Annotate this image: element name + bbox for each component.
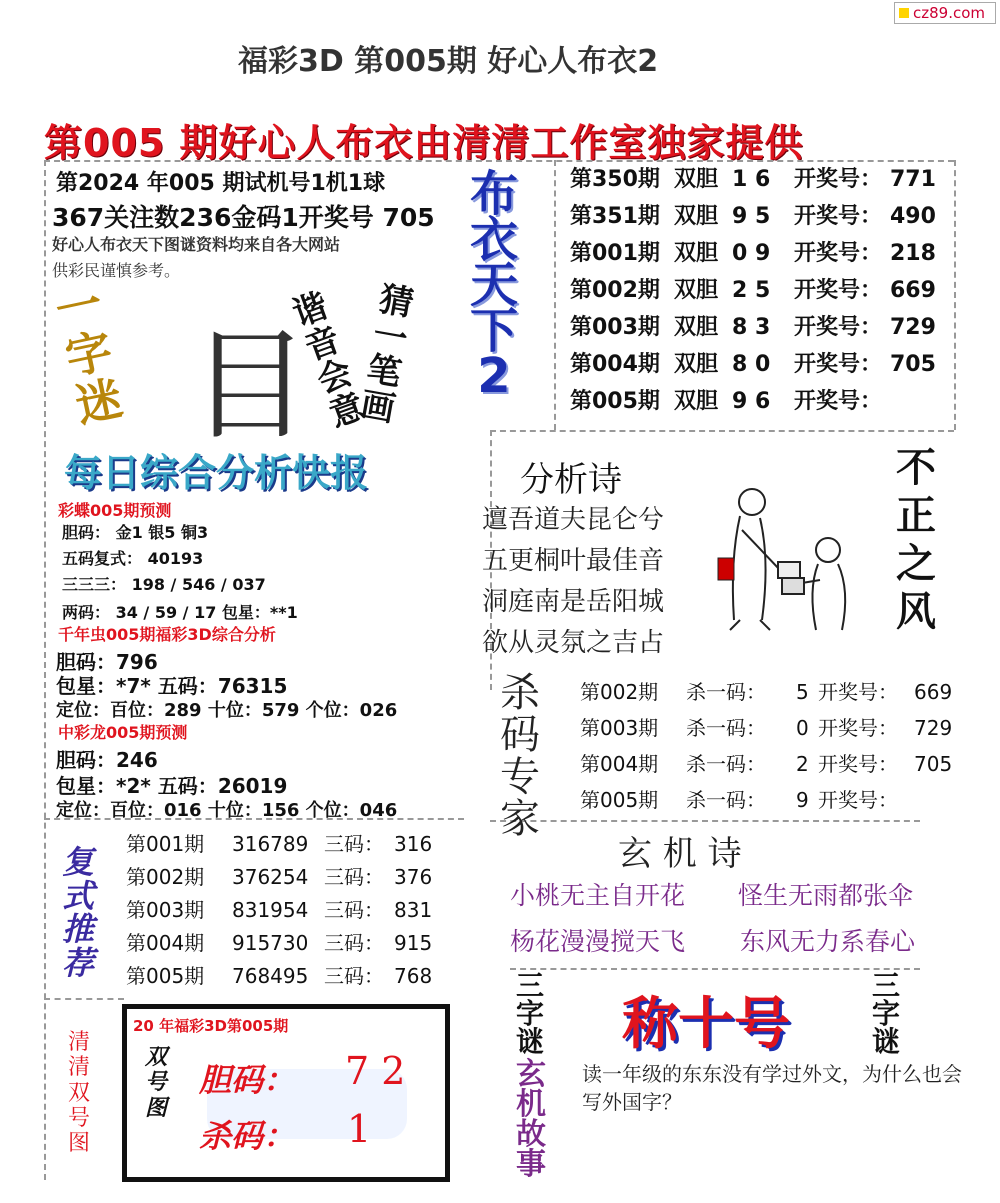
nums: 8 0 <box>732 352 771 377</box>
draw-label: 开奖号： <box>794 241 883 266</box>
nums: 9 6 <box>732 389 771 414</box>
table-row <box>570 236 950 267</box>
table-row <box>126 828 438 857</box>
table-row <box>126 894 438 923</box>
caidie-title: 彩蝶005期预测 <box>58 501 172 520</box>
nums: 1 6 <box>732 167 771 192</box>
table-row <box>570 273 950 304</box>
table-row <box>126 861 438 890</box>
draw: 729 <box>890 315 936 340</box>
caidie-liangma: 两码： 34 / 59 / 17 包星：**1 <box>62 603 298 622</box>
san: 768 <box>394 964 433 988</box>
brand-vertical: 布 衣 天 下 2 <box>470 166 519 405</box>
issue: 第002期 <box>126 865 205 889</box>
san: 915 <box>394 931 433 955</box>
table-row <box>580 712 964 741</box>
table-row <box>580 784 964 813</box>
xuanji-line-1b: 怪生无雨都张伞 <box>738 881 914 910</box>
num: 5 <box>796 680 809 704</box>
san: 831 <box>394 898 433 922</box>
draw: 705 <box>890 352 936 377</box>
page-title: 福彩3D 第005期 好心人布衣2 <box>238 44 659 79</box>
draw: 669 <box>914 680 953 704</box>
caidie-wuma: 五码复式： 40193 <box>62 549 204 568</box>
zimi-left: 三 字 谜 <box>516 969 545 1058</box>
label: 三码： <box>324 865 384 889</box>
label: 双胆 <box>674 315 719 340</box>
num: 2 <box>796 752 809 776</box>
draw-label: 开奖号： <box>794 204 883 229</box>
issue: 第004期 <box>570 352 660 377</box>
watermark-badge: cz89.com <box>894 2 996 24</box>
draw-label: 开奖号： <box>818 788 898 812</box>
draw-label: 开奖号： <box>794 389 883 414</box>
daily-title: 每日综合分析快报 <box>64 451 369 495</box>
zhongcai-bao: 包星：*2* 五码：26019 <box>56 774 288 798</box>
draw: 218 <box>890 241 936 266</box>
table-row <box>126 960 438 989</box>
issue: 第005期 <box>580 788 659 812</box>
issue: 第350期 <box>570 167 660 192</box>
qingqing-side-title: 清 清 双 号 图 <box>68 1030 91 1157</box>
draw: 729 <box>914 716 953 740</box>
intro-line-3: 好心人布衣天下图谜资料均来自各大网站 <box>52 235 341 254</box>
qingqing-box <box>122 1004 450 1182</box>
buzheng-vertical: 不 正 之 风 <box>896 445 936 635</box>
draw-label: 开奖号： <box>818 680 898 704</box>
label: 三码： <box>324 832 384 856</box>
issue: 第003期 <box>570 315 660 340</box>
puzzle-hint-right: 猜 一 笔 画 <box>357 279 417 430</box>
xuanji-title: 玄 机 诗 <box>618 834 742 874</box>
issue: 第004期 <box>126 931 205 955</box>
analysis-poem-title: 分析诗 <box>520 460 622 500</box>
table-row <box>126 927 438 956</box>
caidie-sss: 三三三： 198 / 546 / 037 <box>62 575 266 594</box>
draw-label: 开奖号： <box>794 278 883 303</box>
qingqing-dan-label: 胆码： <box>199 1061 296 1099</box>
intro-line-1: 第2024 年005 期试机号1机1球 <box>56 171 386 196</box>
nums: 376254 <box>232 865 309 889</box>
draw: 771 <box>890 167 936 192</box>
nums: 0 9 <box>732 241 771 266</box>
table-row <box>580 676 964 705</box>
draw: 705 <box>914 752 953 776</box>
zimi-right: 三 字 谜 <box>872 969 901 1058</box>
qingqing-dan: 7 2 <box>345 1049 406 1093</box>
table-row <box>570 162 950 193</box>
intro-line-2: 367关注数236金码1开奖号 705 <box>52 203 435 232</box>
label: 杀一码： <box>686 716 766 740</box>
draw-label: 开奖号： <box>818 752 898 776</box>
square-icon <box>899 8 909 18</box>
label: 双胆 <box>674 167 719 192</box>
nums: 915730 <box>232 931 309 955</box>
issue: 第005期 <box>570 389 660 414</box>
issue: 第001期 <box>570 241 660 266</box>
zhongcai-title: 中彩龙005期预测 <box>58 723 188 742</box>
qingqing-stamp: 双 号 图 <box>145 1044 168 1121</box>
label: 双胆 <box>674 389 719 414</box>
issue: 第003期 <box>580 716 659 740</box>
nums: 316789 <box>232 832 309 856</box>
draw-label: 开奖号： <box>818 716 898 740</box>
xuanji-line-2a: 杨花漫漫搅天飞 <box>510 927 686 956</box>
num: 9 <box>796 788 809 812</box>
table-row <box>580 748 964 777</box>
shama-side-title: 杀 码 专 家 <box>500 670 540 842</box>
qianniang-dan: 胆码：796 <box>56 650 158 674</box>
qingqing-header: 20 年福彩3D第005期 <box>133 1017 289 1035</box>
nums: 831954 <box>232 898 309 922</box>
analysis-poem: 邅吾道夫昆仑兮 五更桐叶最佳音 洞庭南是岳阳城 欲从灵氛之吉占 <box>482 505 665 658</box>
label: 双胆 <box>674 278 719 303</box>
san: 316 <box>394 832 433 856</box>
issue: 第005期 <box>126 964 205 988</box>
qianniang-dingwei: 定位：百位：289 十位：579 个位：026 <box>56 700 398 721</box>
story-text: 读一年级的东东没有学过外文，为什么也会写外国字？ <box>582 1062 962 1114</box>
qingqing-sha-label: 杀码： <box>199 1117 296 1155</box>
xuanji-line-2b: 东风无力系春心 <box>740 927 916 956</box>
label: 杀一码： <box>686 752 766 776</box>
label: 杀一码： <box>686 680 766 704</box>
draw-label: 开奖号： <box>794 352 883 377</box>
issue: 第351期 <box>570 204 660 229</box>
san: 376 <box>394 865 433 889</box>
qianniang-title: 千年虫005期福彩3D综合分析 <box>58 625 276 644</box>
table-row <box>570 310 950 341</box>
qianniang-bao: 包星：*7* 五码：76315 <box>56 674 288 698</box>
label: 双胆 <box>674 352 719 377</box>
table-row <box>570 347 950 378</box>
draw: 669 <box>890 278 936 303</box>
draw-label: 开奖号： <box>794 167 883 192</box>
table-row <box>570 199 950 230</box>
label: 三码： <box>324 964 384 988</box>
label: 双胆 <box>674 241 719 266</box>
issue: 第004期 <box>580 752 659 776</box>
label: 三码： <box>324 931 384 955</box>
issue: 第002期 <box>570 278 660 303</box>
label: 三码： <box>324 898 384 922</box>
label: 双胆 <box>674 204 719 229</box>
issue: 第001期 <box>126 832 205 856</box>
xuanji-line-1a: 小桃无主自开花 <box>510 881 686 910</box>
issue: 第002期 <box>580 680 659 704</box>
num: 0 <box>796 716 809 740</box>
cartoon-illustration <box>700 470 870 640</box>
nums: 9 5 <box>732 204 771 229</box>
puzzle-center-char: 目 <box>190 317 310 456</box>
table-row <box>570 384 950 415</box>
qingqing-sha: 1 <box>347 1107 372 1151</box>
zhongcai-dan: 胆码：246 <box>56 748 158 772</box>
puzzle-left-chars: 一 字 迷 <box>50 275 128 433</box>
draw: 490 <box>890 204 936 229</box>
banner: 第005 期好心人布衣由清清工作室独家提供 <box>44 121 804 165</box>
issue: 第003期 <box>126 898 205 922</box>
zimi-title: 称十号 <box>622 992 790 1057</box>
fushi-side-title: 复 式 推 荐 <box>62 843 95 982</box>
caidie-dan: 胆码： 金1 银5 铜3 <box>62 523 209 542</box>
intro-line-4: 供彩民谨慎参考。 <box>52 261 181 280</box>
label: 杀一码： <box>686 788 766 812</box>
draw-label: 开奖号： <box>794 315 883 340</box>
story-side-title: 玄 机 故 事 <box>516 1057 546 1182</box>
nums: 768495 <box>232 964 309 988</box>
zhongcai-dingwei: 定位：百位：016 十位：156 个位：046 <box>56 800 398 821</box>
nums: 2 5 <box>732 278 771 303</box>
puzzle-hint-left: 谐 音 会 意 <box>287 285 370 436</box>
nums: 8 3 <box>732 315 771 340</box>
